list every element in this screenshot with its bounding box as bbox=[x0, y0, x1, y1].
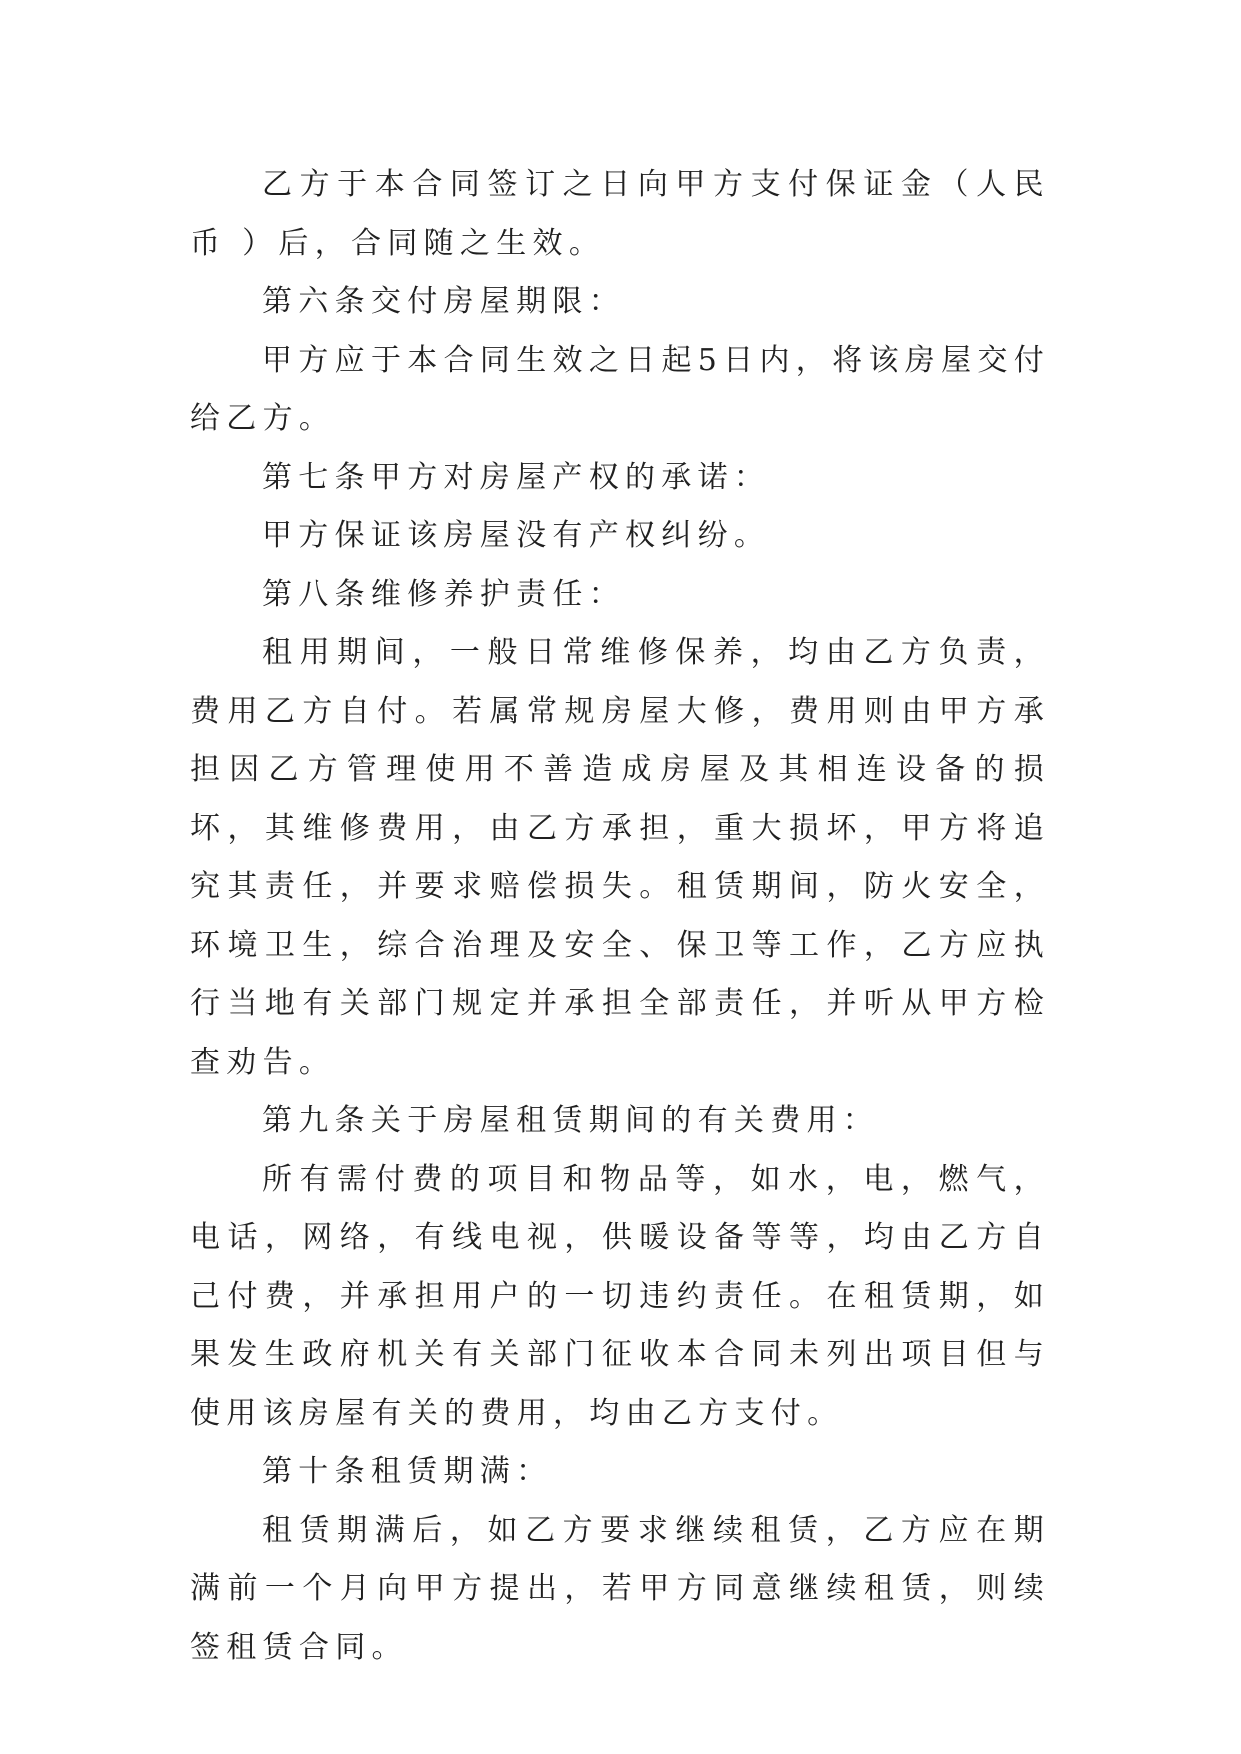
article-8-heading: 第八条维修养护责任： bbox=[262, 576, 625, 612]
paragraph-lease-expiry: 租赁期满后，如乙方要求继续租赁，乙方应在期满前一个月向甲方提出，若甲方同意继续租赁，则续签租赁合同。 bbox=[190, 1512, 1050, 1665]
article-10-heading: 第十条租赁期满： bbox=[262, 1454, 553, 1489]
contract-body bbox=[190, 156, 1050, 1677]
article-9-heading: 第九条关于房屋租赁期间的有关费用： bbox=[262, 1103, 880, 1138]
paragraph-property-rights: 甲方保证该房屋没有产权纠纷。 bbox=[262, 518, 771, 553]
paragraph-deposit: 乙方于本合同签订之日向甲方支付保证金（人民币 ）后，合同随之生效。 bbox=[190, 167, 1050, 261]
article-7-heading: 第七条甲方对房屋产权的承诺： bbox=[262, 459, 771, 495]
paragraph-fees: 所有需付费的项目和物品等，如水，电，燃气，电话，网络，有线电视，供暖设备等等，均由乙方自己付费，并承担用户的一切违约责任。在租赁期，如果发生政府机关有关部门征收本合同未列出项目但与使用该房屋有关的费用，均由乙方支付。 bbox=[190, 1161, 1050, 1431]
paragraph-maintenance: 租用期间，一般日常维修保养，均由乙方负责，费用乙方自付。若属常规房屋大修，费用则由甲方承担因乙方管理使用不善造成房屋及其相连设备的损坏，其维修费用，由乙方承担，重大损坏，甲方将追究其责任，并要求赔偿损失。租赁期间，防火安全，环境卫生，综合治理及安全、保卫等工作，乙方应执行当地有关部门规定并承担全部责任，并听从甲方检查劝告。 bbox=[190, 635, 1050, 1080]
paragraph-delivery: 甲方应于本合同生效之日起5日内，将该房屋交付给乙方。 bbox=[190, 342, 1050, 436]
article-6-heading: 第六条交付房屋期限： bbox=[262, 284, 625, 319]
